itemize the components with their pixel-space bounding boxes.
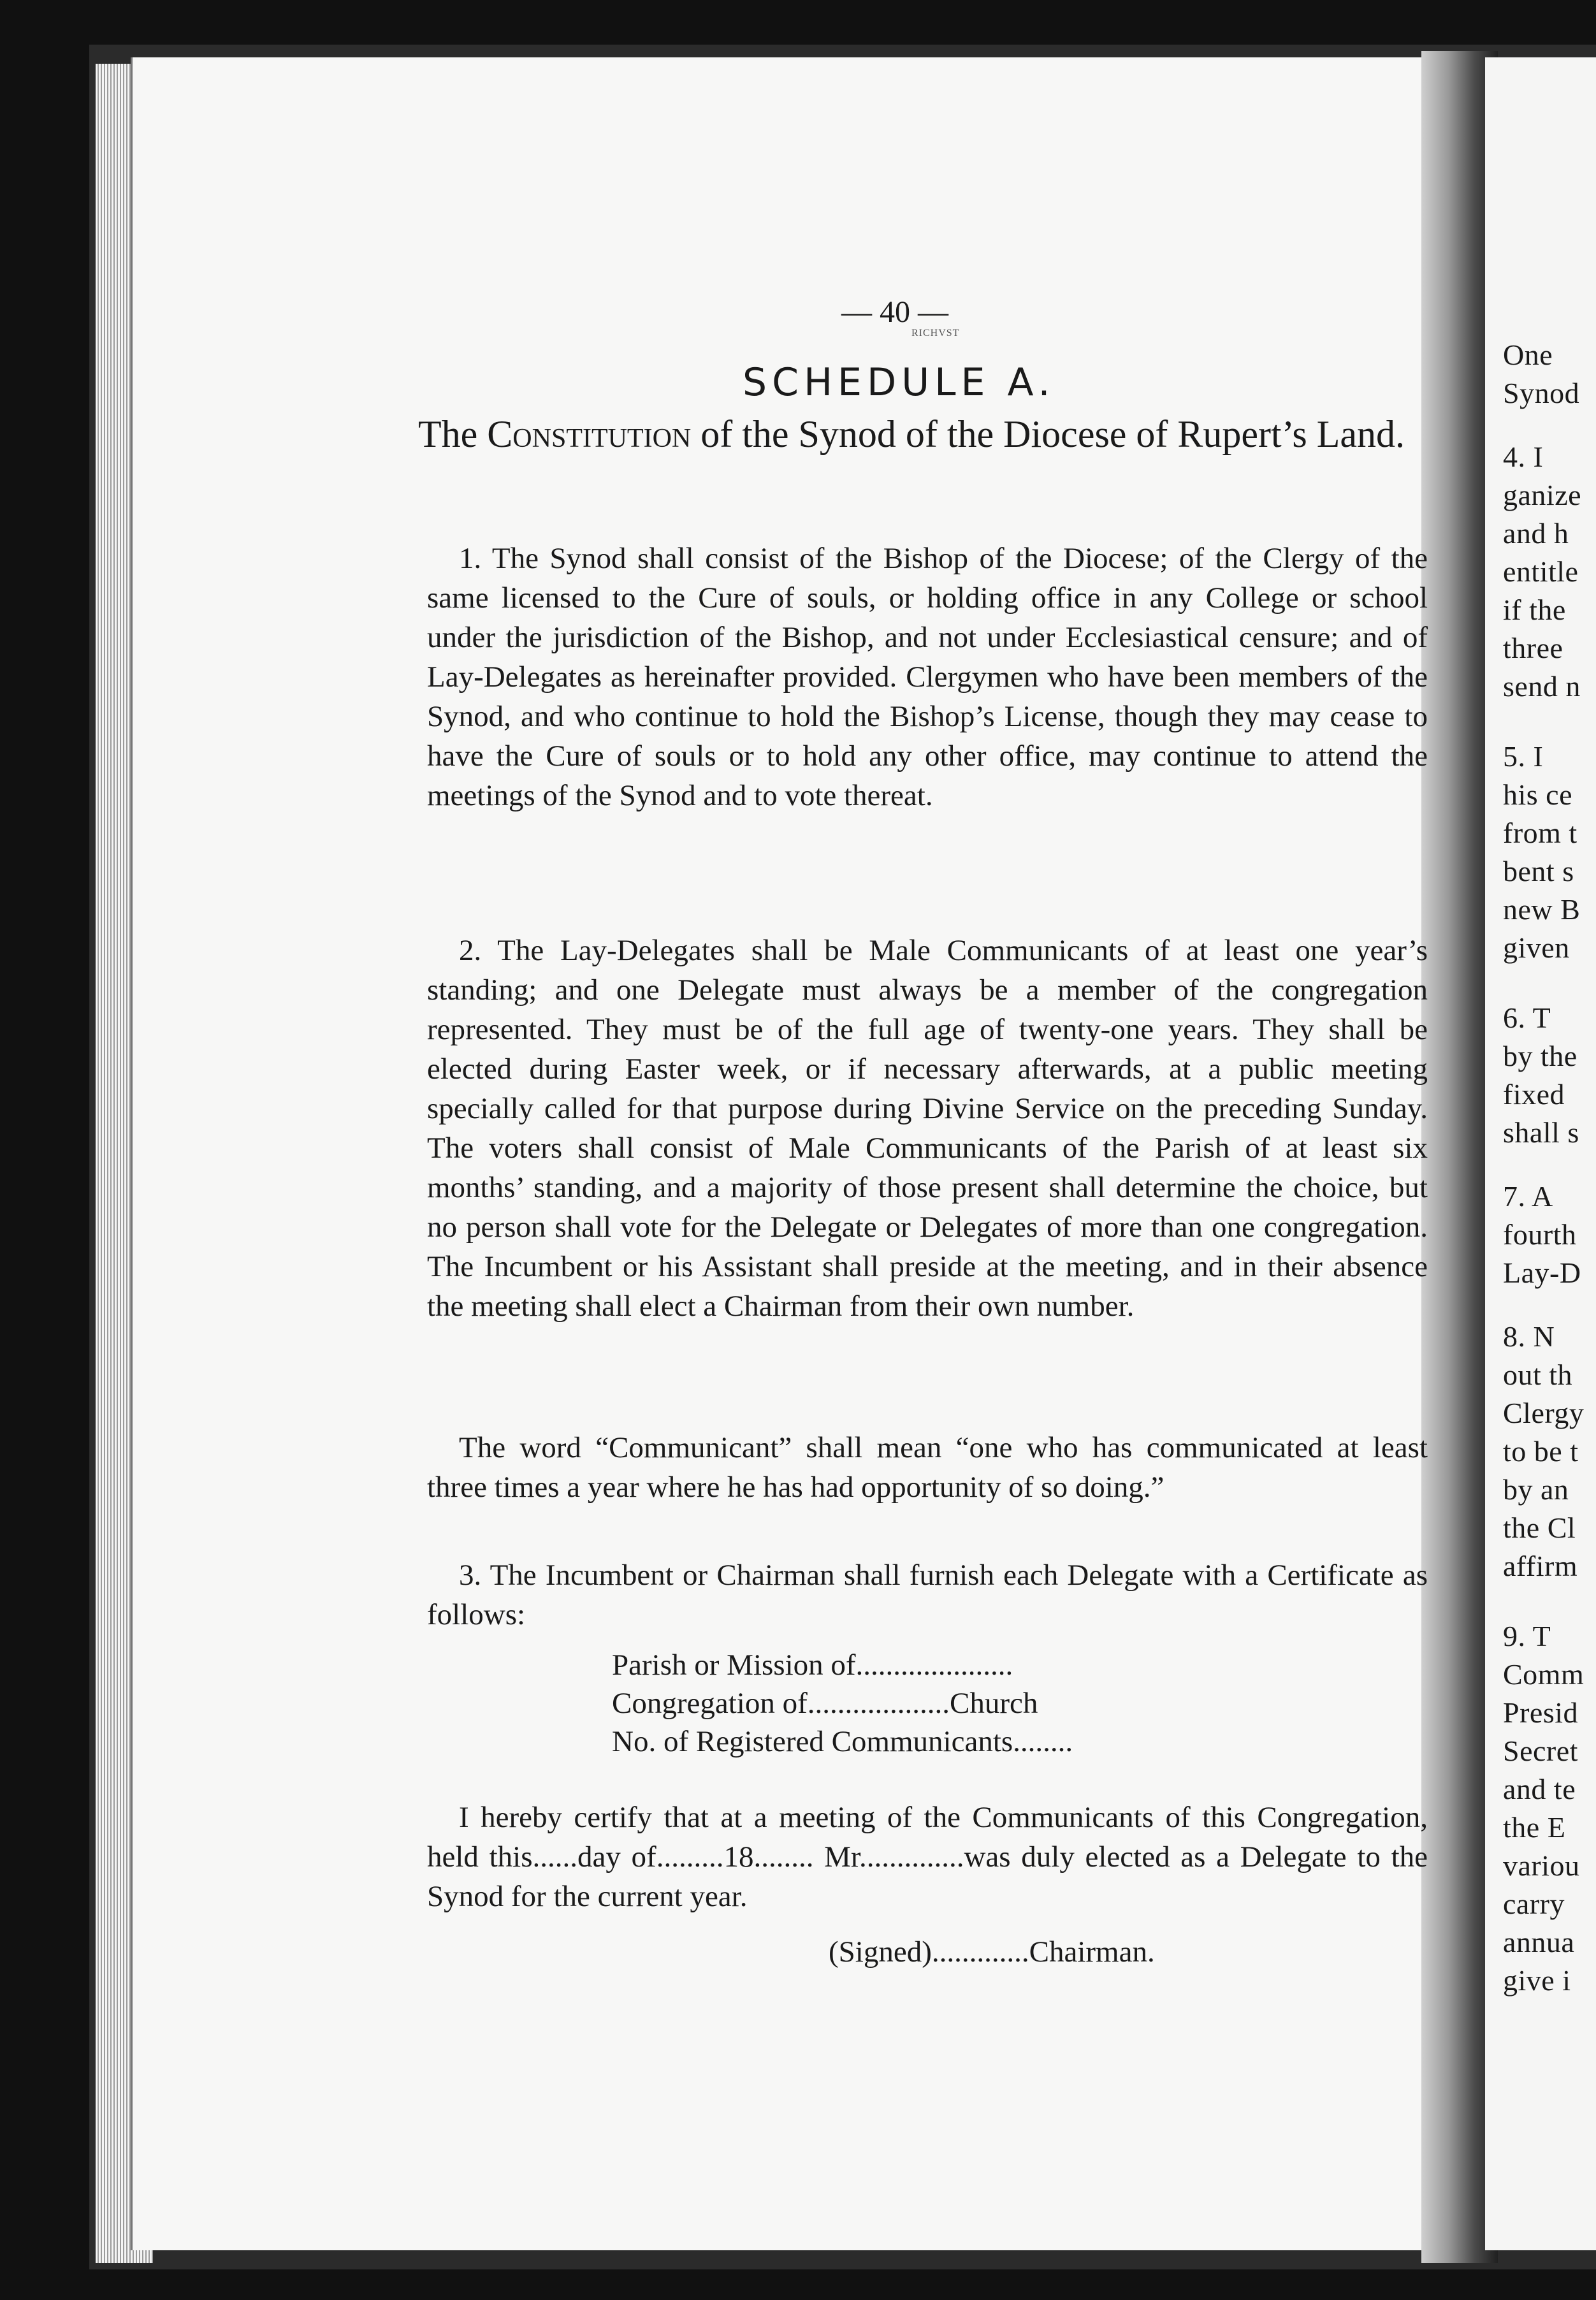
facing-fragment: 7. A (1503, 1180, 1553, 1212)
facing-fragment: One (1503, 338, 1553, 371)
facing-fragment: send n (1503, 670, 1581, 702)
certificate-congregation-line: Congregation of...................Church (612, 1687, 1038, 1720)
paragraph-2: 2. The Lay-Delegates shall be Male Communicants of at least one year’s standing; and one Delegate must always be a member of the congregation represented. They must be of the full age of twenty-one years. They shall be elected during Easter week, or if necessary afterwards, at a public meeting specially called for that purpose during Divine Service on the preceding Sunday. The voters shall consist of Male Communicants of the Parish of at least six months’ standing, and a majority of those present shall determine the choice, but no person shall vote for the Delegate or Delegates of more than one congregation. The Incumbent or his Assistant shall preside at the meeting, and in their absence the meeting shall elect a Chairman from their own number. (427, 934, 1428, 1323)
facing-fragment: 9. T (1503, 1620, 1551, 1652)
facing-fragment: Secret (1503, 1735, 1578, 1767)
facing-fragment: to be t (1503, 1435, 1579, 1467)
facing-fragment: annua (1503, 1926, 1575, 1958)
facing-fragment: and te (1503, 1773, 1576, 1805)
facing-fragment: the E (1503, 1811, 1566, 1844)
signed-line: (Signed).............Chairman. (829, 1935, 1155, 1969)
facing-fragment: given (1503, 931, 1570, 964)
facing-fragment: by an (1503, 1473, 1569, 1506)
facing-fragment: Comm (1503, 1658, 1585, 1691)
facing-page (1485, 57, 1596, 2250)
facing-fragment: give i (1503, 1964, 1571, 1997)
facing-fragment: if the (1503, 593, 1566, 626)
paragraph-3: 3. The Incumbent or Chairman shall furnish each Delegate with a Certificate as follows: (427, 1559, 1428, 1631)
facing-fragment: variou (1503, 1849, 1580, 1882)
facing-fragment: 6. T (1503, 1001, 1551, 1034)
facing-fragment: his ce (1503, 778, 1573, 811)
schedule-heading: SCHEDULE A. (743, 360, 1056, 405)
facing-fragment: ganize (1503, 479, 1582, 511)
certificate-communicants-line: No. of Registered Communicants........ (612, 1725, 1073, 1758)
certify-paragraph: I hereby certify that at a meeting of the Communicants of this Congregation, held this......day of.........18........ Mr..............was duly elected as a Delegate to the Synod for the current year. (427, 1801, 1428, 1913)
facing-fragment: shall s (1503, 1116, 1579, 1149)
facing-fragment: Presid (1503, 1696, 1578, 1729)
paragraph-1: 1. The Synod shall consist of the Bishop of the Diocese; of the Clergy of the same licensed to the Cure of souls, or holding office in any College or school under the jurisdiction of the Bishop, and not under Ecclesiastical censure; and of Lay-Delegates as hereinafter provided. Clergymen who have been members of the Synod, and who continue to hold the Bishop’s License, though they may cease to have the Cure of souls or to hold any other office, may continue to attend the meetings of the Synod and to vote thereat. (427, 542, 1428, 812)
title-small-caps: Constitution (487, 413, 692, 455)
document-title (408, 408, 1415, 460)
title-part-2: of the Synod of the Diocese of Rupert’s Land. (691, 413, 1405, 455)
facing-fragment: entitle (1503, 555, 1579, 588)
facing-fragment: 5. I (1503, 740, 1544, 773)
title-part-1: The (417, 413, 488, 455)
facing-fragment: 8. N (1503, 1320, 1555, 1353)
page-number: — 40 — (841, 295, 948, 329)
paragraph-communicant-definition: The word “Communicant” shall mean “one who has communicated at least three times a year where he has had opportunity of so doing.” (427, 1431, 1428, 1504)
facing-fragment: new B (1503, 893, 1581, 926)
facing-fragment: the Cl (1503, 1511, 1576, 1544)
facing-fragment: and h (1503, 517, 1569, 550)
facing-fragment: bent s (1503, 855, 1574, 887)
facing-fragment: fourth (1503, 1218, 1577, 1251)
facing-fragment: Lay-D (1503, 1256, 1581, 1289)
facing-fragment: carry (1503, 1888, 1565, 1920)
facing-fragment: three (1503, 632, 1563, 664)
facing-fragment: affirm (1503, 1550, 1578, 1582)
facing-fragment: Synod (1503, 377, 1580, 409)
facing-fragment: from t (1503, 817, 1578, 849)
facing-fragment: by the (1503, 1040, 1578, 1072)
facing-fragment: fixed (1503, 1078, 1565, 1110)
facing-fragment: 4. I (1503, 440, 1544, 473)
certificate-parish-line: Parish or Mission of..................... (612, 1649, 1013, 1682)
facing-fragment: Clergy (1503, 1397, 1585, 1429)
library-stamp: RICHVST (911, 328, 960, 338)
facing-fragment: out th (1503, 1358, 1573, 1391)
